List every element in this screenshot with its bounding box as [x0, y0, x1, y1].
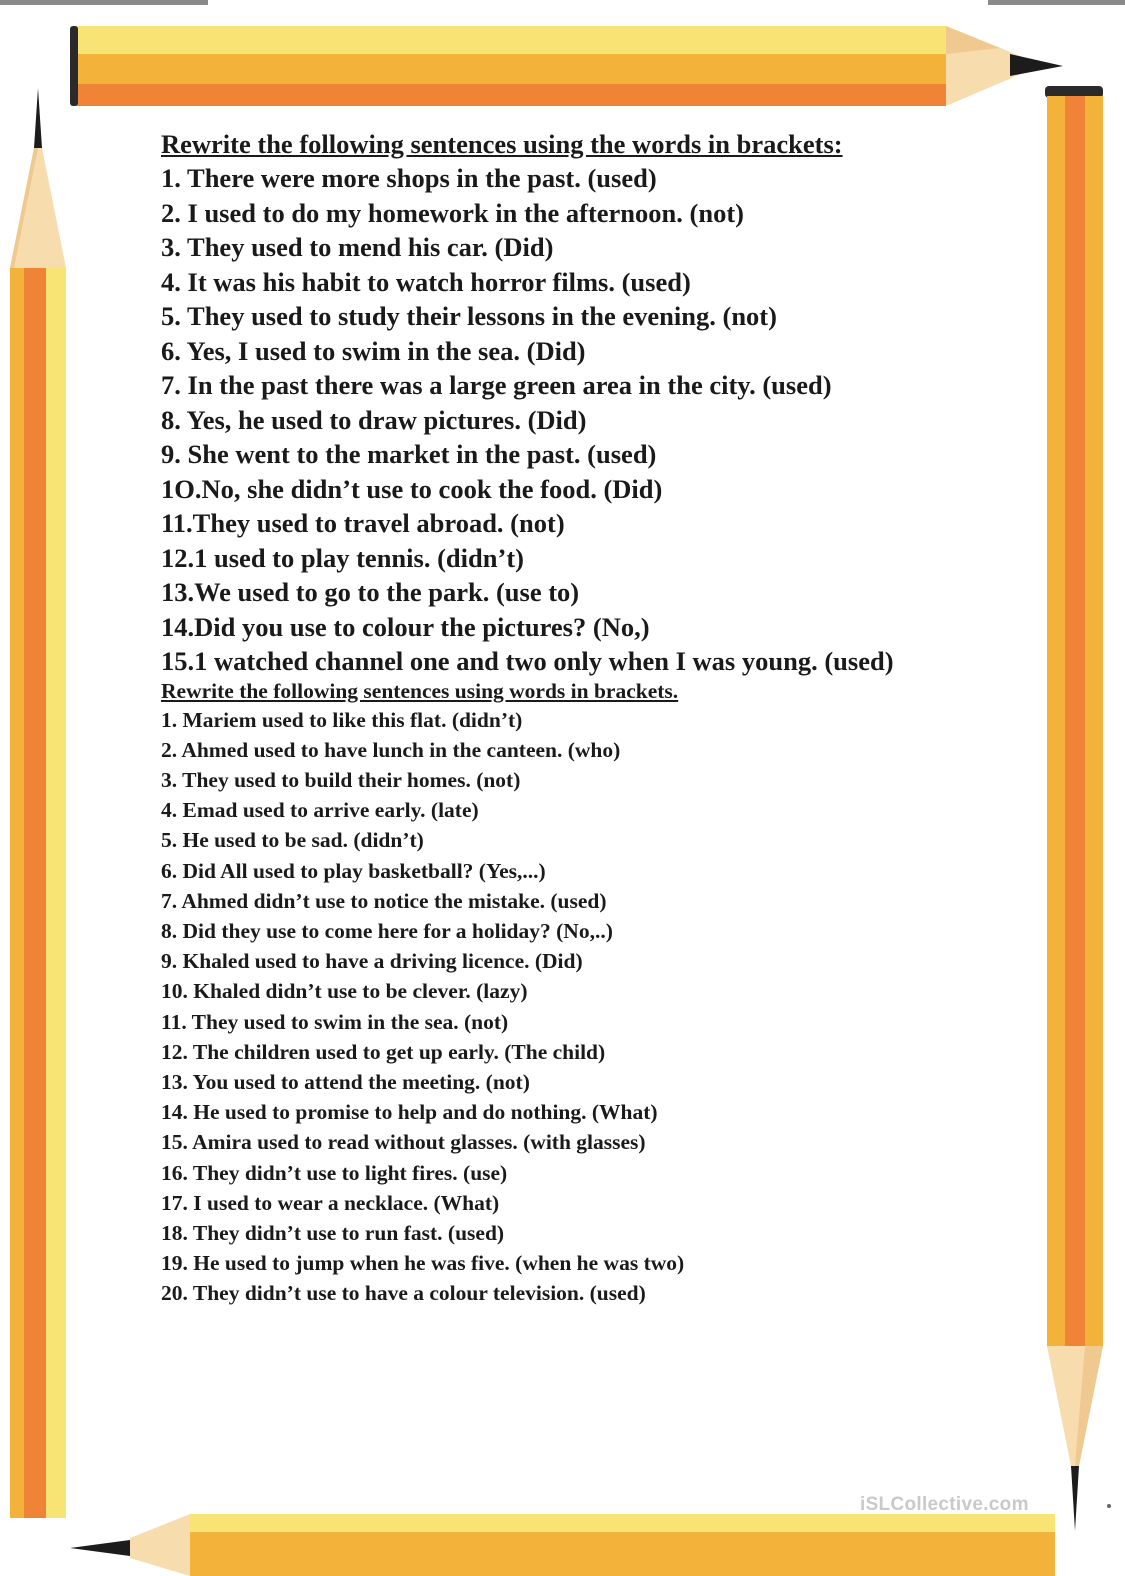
section-2-heading: Rewrite the following sentences using words in brackets. [161, 678, 679, 703]
worksheet-content [161, 128, 961, 1309]
sentence-item: 6. Yes, I used to swim in the sea. (Did) [161, 335, 586, 366]
sentence-item: 12. The children used to get up early. (The child) [161, 1039, 606, 1064]
sentence-item: 2. Ahmed used to have lunch in the canteen. (who) [161, 737, 621, 762]
pencil-bottom-icon [70, 1508, 1055, 1576]
sentence-item: 7. In the past there was a large green area in the city. (used) [161, 370, 832, 400]
sentence-item: 13. You used to attend the meeting. (not) [161, 1069, 530, 1094]
sentence-item: 16. They didn’t use to light fires. (use) [161, 1160, 508, 1185]
sentence-item: 18. They didn’t use to run fast. (used) [161, 1220, 505, 1245]
watermark-text: iSLCollective.com [860, 1494, 1029, 1515]
pencil-right-icon [1045, 86, 1105, 1536]
sentence-item: 4. Emad used to arrive early. (late) [161, 798, 479, 823]
sentence-item: 8. Yes, he used to draw pictures. (Did) [161, 404, 587, 435]
sentence-item: 4. It was his habit to watch horror films. (used) [161, 266, 691, 297]
sentence-item: 3. They used to mend his car. (Did) [161, 232, 554, 262]
sentence-item: 3. They used to build their homes. (not) [161, 767, 521, 792]
sentence-item: 15.1 watched channel one and two only when I was young. (used) [161, 646, 894, 676]
sentence-item: 5. He used to be sad. (didn’t) [161, 828, 424, 853]
sentence-item: 9. Khaled used to have a driving licence. (Did) [161, 949, 583, 974]
sentence-item: 1. There were more shops in the past. (used) [161, 163, 657, 193]
sentence-item: 7. Ahmed didn’t use to notice the mistake. (used) [161, 888, 607, 913]
sentence-item: 11.They used to travel abroad. (not) [161, 508, 565, 538]
pencil-top-icon [70, 24, 1065, 110]
top-left-bar [0, 0, 208, 5]
sentence-item: 20. They didn’t use to have a colour television. (used) [161, 1281, 646, 1306]
pencil-left-icon [8, 88, 70, 1528]
sentence-item: 2. I used to do my homework in the afternoon. (not) [161, 197, 744, 228]
sentence-item: 9. She went to the market in the past. (used) [161, 439, 657, 469]
sentence-item: 14. He used to promise to help and do nothing. (What) [161, 1100, 658, 1125]
sentence-item: 5. They used to study their lessons in the evening. (not) [161, 301, 777, 331]
dot-mark [1107, 1504, 1111, 1508]
sentence-item: 11. They used to swim in the sea. (not) [161, 1009, 509, 1034]
sentence-item: 19. He used to jump when he was five. (when he was two) [161, 1251, 685, 1276]
top-right-bar [988, 0, 1125, 5]
sentence-item: 6. Did All used to play basketball? (Yes,...) [161, 858, 546, 883]
sentence-item: 10. Khaled didn’t use to be clever. (lazy) [161, 979, 528, 1004]
sentence-item: 1. Mariem used to like this flat. (didn’t) [161, 707, 523, 732]
sentence-item: 8. Did they use to come here for a holiday? (No,..) [161, 918, 613, 943]
sentence-item: 17. I used to wear a necklace. (What) [161, 1190, 500, 1215]
sentence-item: 12.1 used to play tennis. (didn’t) [161, 542, 524, 573]
sentence-item: 1O.No, she didn’t use to cook the food. (Did) [161, 473, 663, 504]
section-1-heading: Rewrite the following sentences using the words in brackets: [161, 129, 843, 159]
sentence-item: 15. Amira used to read without glasses. (with glasses) [161, 1130, 646, 1155]
sentence-item: 14.Did you use to colour the pictures? (No,) [161, 611, 650, 642]
section-1-list [161, 161, 961, 679]
section-2-list [161, 705, 961, 1309]
sentence-item: 13.We used to go to the park. (use to) [161, 577, 580, 607]
